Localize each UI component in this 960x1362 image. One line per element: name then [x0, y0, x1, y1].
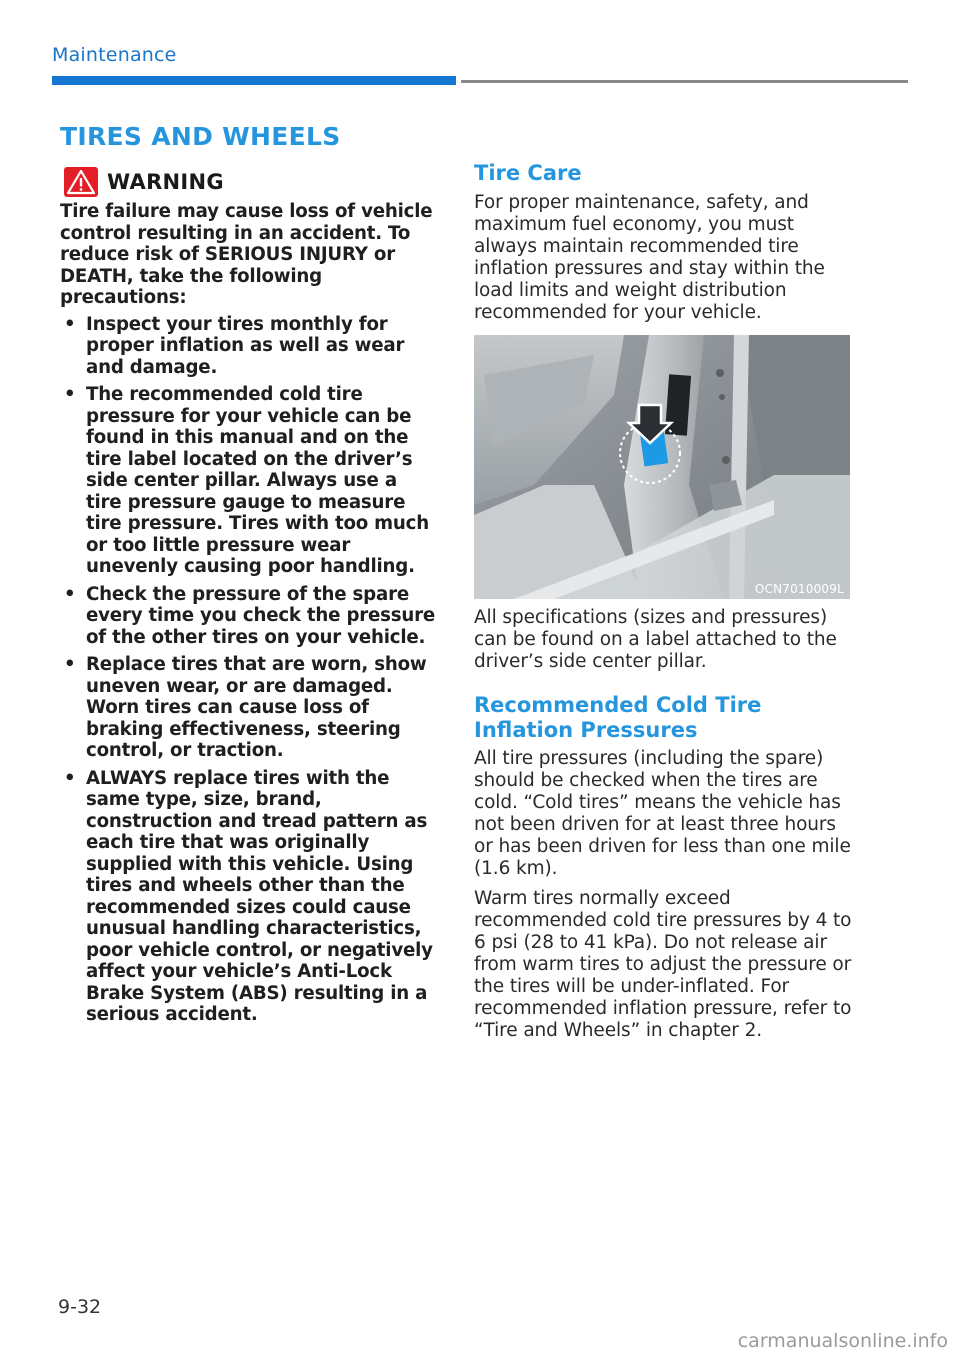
list-item — [60, 654, 438, 762]
bullet-dot-icon: • — [64, 384, 76, 405]
list-item — [60, 314, 438, 379]
bullet-dot-icon: • — [64, 313, 76, 335]
list-item — [60, 384, 438, 578]
cold-tire-heading-line1: Recommended Cold Tire — [474, 693, 762, 717]
bullet-text: The recommended cold tire pressure for your vehicle can be found in this manual and on the tire label located on the driver’s side center pillar. Always use a tire pressure gauge to measure tire pressure. Tires with too much or too little pressure wear unevenly causing poor handling. — [86, 384, 429, 577]
cold-tire-para-2: Warm tires normally exceed recommended cold tire pressures by 4 to 6 psi (28 to 41 kPa). Do not release air from warm tires to adjust the pressure or the tires will be under-inflated. For recommended inflation pressure, refer to “Tire and Wheels” in chapter 2. — [474, 888, 852, 1041]
header-rule-accent — [52, 76, 456, 85]
bullet-dot-icon: • — [64, 654, 76, 675]
bullet-dot-icon: • — [64, 767, 76, 789]
list-item — [60, 768, 438, 1026]
cold-tire-heading-line2: Inflation Pressures — [474, 718, 698, 742]
page-number: 9-32 — [58, 1296, 102, 1318]
bullet-text: Inspect your tires monthly for proper inflation as well as wear and damage. — [86, 313, 405, 378]
bullet-text: Check the pressure of the spare every time you check the pressure of the other tires on your vehicle. — [86, 583, 436, 648]
bullet-text: ALWAYS replace tires with the same type, size, brand, construction and tread pattern as each tire that was originally supplied with this vehicle. Using tires and wheels other than the recommended sizes could cause unusual handling characteristics, poor vehicle control, or negatively affect your vehicle’s Anti-Lock Brake System (ABS) resulting in a serious accident. — [86, 767, 433, 1025]
warning-triangle-icon — [64, 167, 98, 197]
list-item — [60, 584, 438, 649]
tire-care-heading: Tire Care — [474, 161, 582, 185]
bullet-dot-icon: • — [64, 583, 76, 605]
warning-label: WARNING — [107, 170, 224, 194]
watermark: carmanualsonline.info — [737, 1330, 948, 1352]
tire-label-figure — [474, 335, 850, 599]
right-column — [474, 160, 854, 1042]
tire-care-body: For proper maintenance, safety, and maximum fuel economy, you must always maintain recommended tire inflation pressures and stay within the load limits and weight distribution recommended for your vehicle. — [474, 192, 825, 323]
warning-box — [60, 166, 438, 1032]
warning-intro: Tire failure may cause loss of vehicle control resulting in an accident. To reduce risk of SERIOUS INJURY or DEATH, take the following precautions: — [60, 201, 433, 308]
warning-bullet-list — [60, 314, 438, 1026]
figure-code: OCN7010009L — [754, 582, 844, 596]
section-title: TIRES AND WHEELS — [60, 122, 341, 151]
door-pillar-illustration — [474, 335, 850, 599]
header-section-label: Maintenance — [52, 44, 177, 66]
bullet-text: Replace tires that are worn, show uneven wear, or are damaged. Worn tires can cause loss of braking effectiveness, steering control, or traction. — [86, 654, 427, 761]
figure-caption-text: All specifications (sizes and pressures) can be found on a label attached to the driver’s side center pillar. — [474, 607, 837, 672]
warning-header — [64, 166, 438, 198]
cold-tire-para-1: All tire pressures (including the spare) should be checked when the tires are cold. “Cold tires” means the vehicle has not been driven for at least three hours or has been driven for less than one mile (1.6 km). — [474, 748, 851, 879]
cold-tire-heading — [474, 693, 854, 743]
header-rule-gray — [461, 80, 908, 83]
